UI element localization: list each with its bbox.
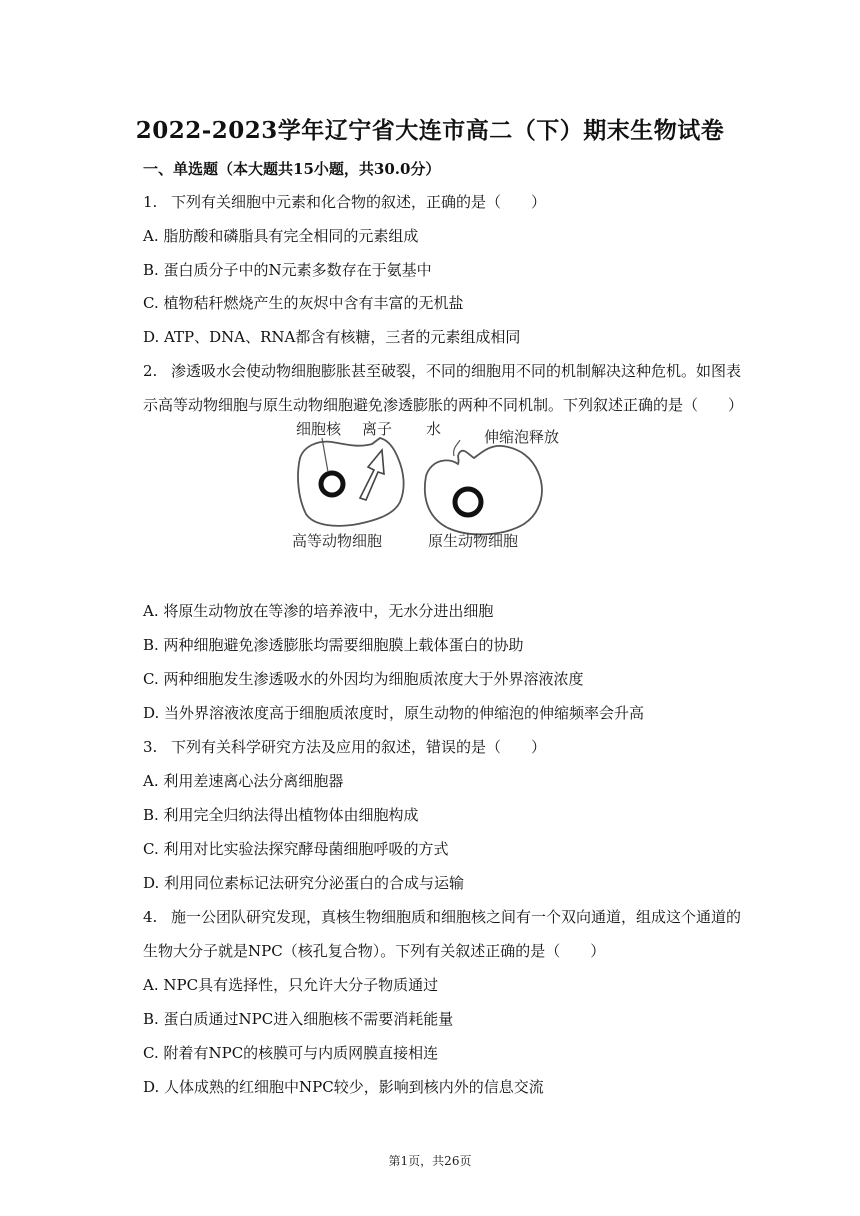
option-c: C. 利用对比实验法探究酵母菌细胞呼吸的方式	[143, 840, 449, 858]
question-2-stem-continued: 示高等动物细胞与原生动物细胞避免渗透膨胀的两种不同机制。下列叙述正确的是（ ）	[143, 396, 744, 414]
label-nucleus: 细胞核	[296, 420, 342, 438]
option-a: A. 将原生动物放在等渗的培养液中，无水分进出细胞	[143, 602, 494, 620]
label-ion: 离子	[362, 420, 393, 438]
cell-diagram	[288, 418, 560, 554]
question-4-stem-continued: 生物大分子就是NPC（核孔复合物）。下列有关叙述正确的是（ ）	[143, 942, 606, 960]
label-contractile-vacuole: 伸缩泡释放	[484, 428, 560, 446]
option-b: B. 两种细胞避免渗透膨胀均需要细胞膜上载体蛋白的协助	[143, 636, 524, 654]
option-c: C. 植物秸秆燃烧产生的灰烬中含有丰富的无机盐	[143, 294, 464, 312]
option-a: A. 脂肪酸和磷脂具有完全相同的元素组成	[143, 227, 419, 245]
question-1-stem	[143, 191, 546, 212]
option-b: B. 蛋白质通过NPC进入细胞核不需要消耗能量	[143, 1010, 454, 1028]
caption-protozoan-cell: 原生动物细胞	[428, 532, 519, 550]
animal-cell-nucleus	[321, 473, 343, 495]
page-title: 2022-2023学年辽宁省大连市高二（下）期末生物试卷	[135, 117, 725, 144]
animal-cell-outline	[298, 438, 404, 526]
question-text: 施一公团队研究发现，真核生物细胞质和细胞核之间有一个双向通道，组成这个通道的	[171, 908, 742, 926]
section-heading: 一、单选题（本大题共15小题，共30.0分）	[143, 160, 441, 178]
option-d: D. 当外界溶液浓度高于细胞质浓度时，原生动物的伸缩泡的伸缩频率会升高	[143, 704, 645, 722]
protozoan-cell-nucleus	[455, 489, 481, 515]
caption-animal-cell: 高等动物细胞	[292, 532, 383, 550]
label-water: 水	[426, 420, 442, 438]
question-4-stem	[143, 906, 741, 927]
question-number: 4.	[143, 908, 158, 926]
question-text: 下列有关科学研究方法及应用的叙述，错误的是（ ）	[171, 738, 547, 756]
page-footer: 第1页，共26页	[388, 1154, 472, 1168]
question-number: 3.	[143, 738, 158, 756]
option-d: D. 人体成熟的红细胞中NPC较少，影响到核内外的信息交流	[143, 1078, 544, 1096]
question-number: 2.	[143, 362, 158, 380]
ion-arrow-icon	[360, 450, 384, 500]
nucleus-pointer	[322, 438, 328, 472]
option-d: D. 利用同位素标记法研究分泌蛋白的合成与运输	[143, 874, 465, 892]
question-text: 渗透吸水会使动物细胞膨胀甚至破裂，不同的细胞用不同的机制解决这种危机。如图表	[171, 362, 742, 380]
protozoan-cell-outline	[425, 446, 542, 534]
question-text: 下列有关细胞中元素和化合物的叙述，正确的是（ ）	[171, 193, 547, 211]
option-d: D. ATP、DNA、RNA都含有核糖，三者的元素组成相同	[143, 328, 521, 346]
question-3-stem	[143, 736, 546, 757]
option-c: C. 两种细胞发生渗透吸水的外因均为细胞质浓度大于外界溶液浓度	[143, 670, 584, 688]
question-2-stem	[143, 360, 741, 381]
option-b: B. 利用完全归纳法得出植物体由细胞构成	[143, 806, 419, 824]
option-a: A. NPC具有选择性，只允许大分子物质通过	[143, 976, 439, 994]
option-a: A. 利用差速离心法分离细胞器	[143, 772, 344, 790]
option-b: B. 蛋白质分子中的N元素多数存在于氨基中	[143, 261, 432, 279]
question-number: 1.	[143, 193, 158, 211]
option-c: C. 附着有NPC的核膜可与内质网膜直接相连	[143, 1044, 439, 1062]
